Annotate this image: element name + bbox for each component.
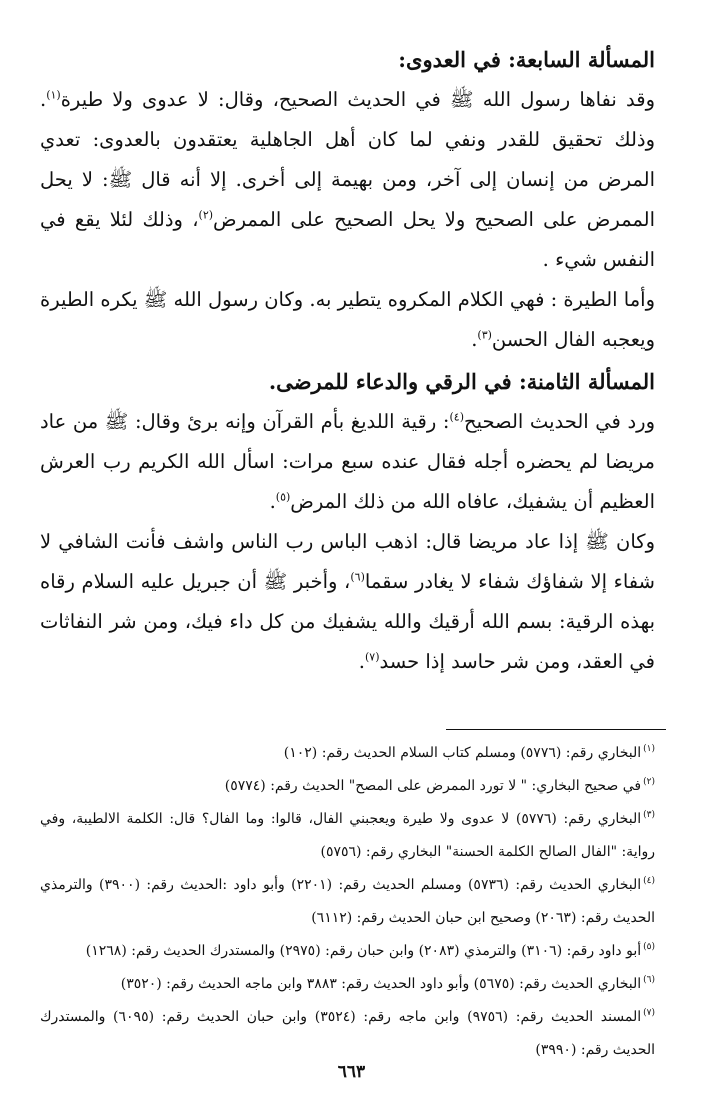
paragraph-text: . <box>471 328 478 351</box>
footnote-number: (٥) <box>643 942 655 953</box>
footnote-number: (٢) <box>643 777 655 788</box>
paragraph-text: : رقية اللديغ بأم القرآن وإنه برئ وقال: ﷺ من عاد مريضا لم يحضره أجله فقال عنده سبع مرات: اسأل الله الكريم رب العرش العظيم أن يشفيك، عافاه الله من ذلك المرض <box>40 410 655 513</box>
footnote <box>40 935 655 968</box>
paragraph-text: ، وأخبر ﷺ أن جبريل عليه السلام رقاه بهذه الرقية: بسم الله أرقيك والله يشفيك من كل داء فيك، ومن شر النفاثات في العقد، ومن شر حاسد إذا حسد <box>40 570 655 673</box>
footnote-ref-2[interactable]: (٢) <box>198 208 214 222</box>
paragraph-ruqya <box>40 402 655 522</box>
footnotes <box>40 737 655 1067</box>
footnote <box>40 770 655 803</box>
footnote-ref-5[interactable]: (٥) <box>275 490 291 504</box>
paragraph-text: . <box>269 490 276 513</box>
section-heading-seventh: المسألة السابعة: في العدوى: <box>398 47 655 72</box>
footnote-ref-4[interactable]: (٤) <box>449 410 464 424</box>
footnote <box>40 968 655 1001</box>
footnote-text: في صحيح البخاري: " لا تورد الممرض على المصح" الحديث رقم: (٥٧٧٤) <box>224 778 642 794</box>
footnote-text: أبو داود رقم: (٣١٠٦) والترمذي (٢٠٨٣) وابن حبان رقم: (٢٩٧٥) والمستدرك الحديث رقم: (١٢٦٨) <box>85 943 642 959</box>
paragraph-text: وكان ﷺ إذا عاد مريضا قال: اذهب الباس رب الناس واشف فأنت الشافي لا شفاء إلا شفاؤك شفاء لا يغادر سقما <box>40 530 655 593</box>
footnote-ref-1[interactable]: (١) <box>46 88 61 102</box>
footnote-number: (٧) <box>643 1008 655 1019</box>
paragraph-text: . وذلك تحقيق للقدر ونفي لما كان أهل الجاهلية يعتقدون بالعدوى: تعدي المرض من إنسان إلى آخر، ومن بهيمة إلى أخرى. إلا أنه قال ﷺ: لا يحل الممرض على الصحيح ولا يحل الصحيح على الممرض <box>40 88 655 231</box>
footnote-text: البخاري رقم: (٥٧٧٦) ومسلم كتاب السلام الحديث رقم: (١٠٢) <box>283 745 642 761</box>
paragraph-supplication <box>40 522 655 682</box>
paragraph-text: ورد في الحديث الصحيح <box>463 410 655 433</box>
footnote <box>40 803 655 869</box>
footnote-number: (١) <box>643 744 655 755</box>
paragraph-text: وقد نفاها رسول الله ﷺ في الحديث الصحيح، وقال: لا عدوى ولا طيرة <box>60 88 655 111</box>
footnote-text: المسند الحديث رقم: (٩٧٥٦) وابن ماجه رقم: (٣٥٢٤) وابن حبان الحديث رقم: (٦٠٩٥) والمستدرك الحديث رقم: (٣٩٩٠) <box>40 1009 655 1058</box>
page-number: ٦٦٣ <box>337 1062 366 1082</box>
paragraph-text: وأما الطيرة : فهي الكلام المكروه يتطير به. وكان رسول الله ﷺ يكره الطيرة ويعجبه الفال الحسن <box>40 288 655 351</box>
footnote-text: البخاري رقم: (٥٧٧٦) لا عدوى ولا طيرة ويعجبني الفال، قالوا: وما الفال؟ قال: الكلمة الالطيبة، وفي رواية: "الفال الصالح الكلمة الحسنة" البخاري رقم: (٥٧٥٦) <box>40 811 655 860</box>
footnote-ref-7[interactable]: (٧) <box>364 650 380 664</box>
footnote-ref-6[interactable]: (٦) <box>350 570 365 584</box>
footnote <box>40 869 655 935</box>
footnote-text: البخاري الحديث رقم: (٥٧٣٦) ومسلم الحديث رقم: (٢٢٠١) وأبو داود :الحديث رقم: (٣٩٠٠) والترمذي الحديث رقم: (٢٠٦٣) وصحيح ابن حبان الحديث رقم: (٦١١٢) <box>40 877 655 926</box>
footnote-number: (٣) <box>643 810 655 821</box>
footnote-number: (٤) <box>643 876 655 887</box>
paragraph-text: . <box>358 650 365 673</box>
footnote-number: (٦) <box>643 975 655 986</box>
paragraph-omen <box>40 280 655 360</box>
footnote <box>40 737 655 770</box>
footnote-divider <box>446 729 666 730</box>
footnote <box>40 1001 655 1067</box>
footnote-text: البخاري الحديث رقم: (٥٦٧٥) وأبو داود الحديث رقم: ٣٨٨٣ وابن ماجه الحديث رقم: (٣٥٢٠) <box>120 976 642 992</box>
section-heading-eighth: المسألة الثامنة: في الرقي والدعاء للمرضى. <box>268 369 655 394</box>
footnote-ref-3[interactable]: (٣) <box>477 328 492 342</box>
paragraph-text: ، وذلك لئلا يقع في النفس شيء . <box>40 208 655 271</box>
main-text <box>40 40 655 682</box>
paragraph-contagion <box>40 80 655 280</box>
